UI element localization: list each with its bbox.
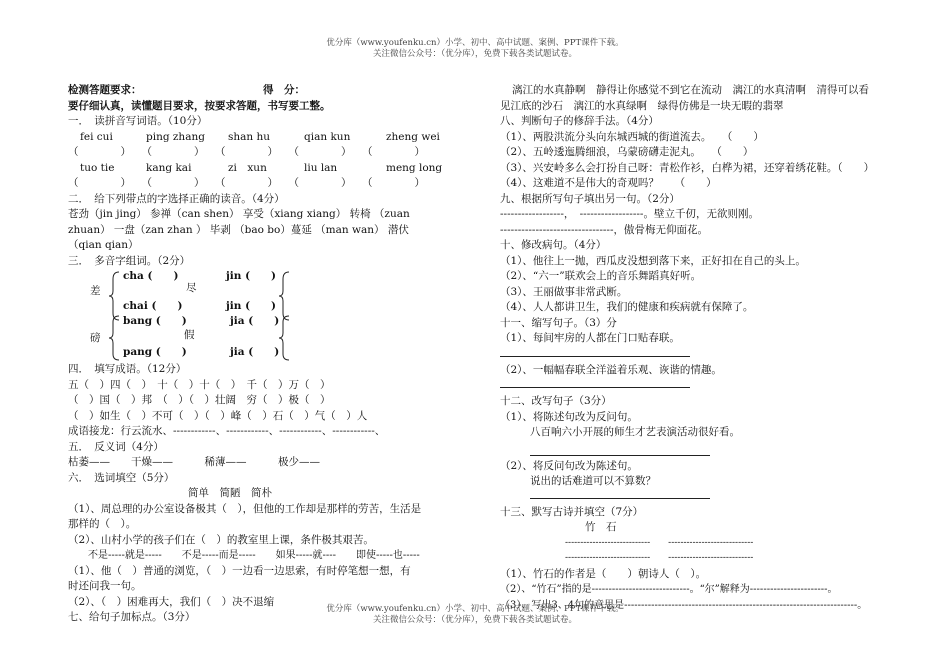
shorten-answer-line-1[interactable] (500, 347, 690, 357)
pinyin-row-2 (68, 161, 468, 177)
section-11-title: 十一、缩写句子。（3）分 (500, 316, 617, 329)
polyphone-pang: pang ( ) (123, 346, 187, 358)
footer-line-2: 关注微信公众号：（优分库），免费下载各类试题试卷。 (372, 615, 577, 625)
rhetoric-q3: （3）、兴安岭多么会打扮自己呀：青松作衫，白桦为裙，还穿着绣花鞋。（ ） (500, 161, 875, 174)
polyphone-char-bang: 磅 (90, 332, 101, 344)
antonym-line: 枯萎—— 干燥—— 稀薄—— 极少—— (68, 456, 320, 468)
section-12-title: 十二、改写句子（3分） (500, 395, 612, 407)
rewrite-q1-sentence: 八百响六小开展的师生才艺表演活动很好看。 (530, 426, 740, 438)
pinyin-7: kang kai (146, 161, 192, 174)
section-2-line-2: zhuan） 一盘（zan zhan ） 毕剥 （bao bo）蔓延 （man wan） 潜伏 (68, 223, 409, 236)
rhetoric-q4: （4）、这难道不是伟大的奇观吗？ （ ） (500, 177, 717, 189)
conjunction-choices: 不是-----就是----- 不是-----而是----- 如果-----就---- 即使-----也----- (88, 550, 420, 561)
rhetoric-q2: （2）、五岭逶迤腾细浪，乌蒙磅礴走泥丸。 （ ） (500, 146, 754, 158)
section-1-title: 一． 读拼音写词语。（10分） (68, 115, 208, 127)
pinyin-row-1 (68, 130, 468, 146)
shorten-answer-line-2[interactable] (500, 378, 690, 388)
poem-q2: （2）、“竹石”指的是-----------------------------。“尔”解释为-----------------------。 (500, 584, 838, 595)
polyphone-bang: bang ( ) (123, 315, 187, 327)
pinyin-10: meng long (386, 161, 443, 174)
pinyin-9: liu lan (304, 161, 338, 174)
punctuation-text-2: 见江底的沙石 漓江的水真绿啊 绿得仿佛是一块无暇的翡翠 (500, 99, 784, 112)
polyphone-block (68, 269, 468, 362)
shorten-q1: （1）、每间牢房的人都在门口贴春联。 (500, 332, 680, 344)
pinyin-4: qian kun (304, 130, 351, 143)
rhetoric-q1: （1）、两股洪流分头向东城西城的街道流去。 （ ） (500, 130, 764, 143)
pinyin-8: zi xun (228, 161, 267, 174)
poem-blank-line-1[interactable]: ---------------------------- ---------------------------- (565, 537, 754, 548)
section-10-title: 十、修改病句。（4分） (500, 239, 607, 251)
rewrite-answer-line-1[interactable] (530, 441, 710, 456)
answer-parens-1: （ ） （ ） （ ） （ ） （ ） (68, 146, 425, 158)
section-5-title: 五． 反义词（4分） (68, 440, 164, 453)
section-6-title: 六． 选词填空（5分） (68, 471, 175, 484)
couplet-line-1: ------------------， ------------------。壁立千仞，无欲则刚。 (500, 208, 759, 220)
brace-right-2 (278, 315, 290, 361)
correction-q3: （3）、王丽做事非常武断。 (500, 285, 628, 298)
requirements-row (68, 83, 468, 99)
section-2-line-3: （qian qian） (68, 239, 139, 251)
fill-q4: （2）、（ ）困难再大，我们（ ）决不退缩 (68, 595, 275, 608)
requirements-text: 要仔细认真，读懂题目要求，按要求答题，书写要工整。 (68, 99, 331, 112)
section-3-title: 三． 多音字组词。（2分） (68, 254, 191, 267)
pinyin-5: zheng wei (386, 130, 440, 143)
rewrite-answer-line-2[interactable] (530, 490, 710, 499)
polyphone-cha: cha ( ) (123, 270, 179, 282)
pinyin-6: tuo tie (80, 161, 115, 174)
brace-right-1 (278, 271, 290, 321)
pinyin-1: fei cui (80, 130, 113, 143)
polyphone-char-jia: 假 (184, 329, 195, 341)
page-header (0, 38, 950, 60)
fill-q1-line-2: 那样的（ ）。 (68, 518, 137, 530)
polyphone-jin-2: jin ( ) (226, 300, 277, 312)
poem-q1: （1）、竹石的作者是（ ）朝诗人（ ）。 (500, 567, 707, 580)
correction-q2: （2）、“六一”联欢会上的音乐舞蹈真好听。 (500, 270, 702, 282)
rewrite-q2: （2）、将反问句改为陈述句。 (500, 459, 638, 472)
section-2-line-1: 苍劲（jin jing） 参禅（can shen） 享受（xiang xiang） 转椅 （zuan (68, 208, 410, 220)
word-choices: 简单 简陋 简朴 (188, 487, 272, 499)
section-7-title: 七、给句子加标点。（3分） (68, 611, 196, 623)
requirements-title: 检测答题要求： (68, 84, 142, 96)
section-2-title: 二． 给下列带点的字选择正确的读音。（4分） (68, 192, 285, 205)
fill-q3-line-2: 时还问我一句。 (68, 580, 142, 592)
header-line-2: 关注微信公众号：（优分库），免费下载各类试题试卷。 (372, 49, 577, 59)
polyphone-char-cha: 差 (90, 285, 101, 297)
fill-q3-line-1: （1）、他（ ）普通的浏览，（ ）一边看一边思索，有时停笔想一想，有 (68, 564, 411, 577)
rewrite-q1: （1）、将陈述句改为反问句。 (500, 410, 638, 423)
brace-left-2 (108, 315, 120, 361)
poem-blank-line-2[interactable]: ---------------------------- ---------------------------- (565, 553, 754, 563)
section-8-title: 八、判断句子的修辞手法。（4分） (500, 115, 659, 127)
poem-title: 竹 石 (585, 521, 617, 533)
poem-q3: （3）、写出3、4句的意思是---------------------------------------------------------------------。 (500, 599, 868, 611)
couplet-line-2: --------------------------------，傲骨梅无仰面花。 (500, 223, 709, 236)
idiom-line-1: 五（ ）四（ ） 十（ ）十（ ） 千（ ）万（ ） (68, 378, 331, 391)
polyphone-char-jin: 尽 (186, 282, 197, 294)
fill-q2: （2）、山村小学的孩子们在（ ）的教室里上课，条件极其艰苦。 (68, 533, 374, 546)
polyphone-jin-1: jin ( ) (226, 270, 277, 282)
correction-q4: （4）、人人都讲卫生，我们的健康和疾病就有保障了。 (500, 301, 754, 313)
polyphone-jia-2: jia ( ) (230, 346, 280, 358)
page-footer (0, 604, 950, 626)
punctuation-text-1: 漓江的水真静啊 静得让你感觉不到它在流动 漓江的水真清啊 清得可以看 (512, 84, 869, 96)
score-label: 得 分： (263, 84, 305, 96)
fill-q1-line-1: （1）、周总理的办公室设备极其（ ），但他的工作却是那样的劳苦，生活是 (68, 502, 422, 515)
idiom-chain: 成语接龙：行云流水、------------、------------、------------、------------、 (68, 425, 386, 437)
section-9-title: 九、根据所写句子填出另一句。（2分） (500, 192, 680, 205)
polyphone-chai: chai ( ) (123, 300, 183, 312)
pinyin-3: shan hu (228, 130, 271, 143)
right-column (500, 83, 900, 613)
section-4-title: 四． 填写成语。（12分） (68, 363, 187, 375)
answer-parens-2: （ ） （ ） （ ） （ ） （ ） (68, 177, 425, 189)
header-line-1: 优分库（www.youfenku.cn）小学、初中、高中试题、案例、PPT课件下载。 (326, 38, 624, 48)
correction-q1: （1）、他往上一抛，西瓜皮没想到落下来，正好扣在自己的头上。 (500, 254, 806, 267)
pinyin-2: ping zhang (146, 130, 205, 143)
section-13-title: 十三、默写古诗并填空（7分） (500, 505, 644, 518)
idiom-line-2: （ ）国（ ）邦 （ ）（ ）壮阔 穷（ ）极（ ） (68, 394, 331, 406)
idiom-line-3: （ ）如生（ ）不可（ ）（ ）峰（ ）石（ ）气（ ）人 (68, 409, 368, 422)
footer-line-1: 优分库（www.youfenku.cn）小学、初中、高中试题、案例、PPT课件下载。 (326, 604, 624, 614)
rewrite-q2-sentence: 说出的话难道可以不算数？ (530, 475, 656, 487)
polyphone-jia-1: jia ( ) (230, 315, 280, 327)
brace-left-1 (108, 271, 120, 321)
shorten-q2: （2）、一幅幅春联全洋溢着乐观、诙谐的情趣。 (500, 363, 722, 376)
left-column (68, 83, 468, 626)
